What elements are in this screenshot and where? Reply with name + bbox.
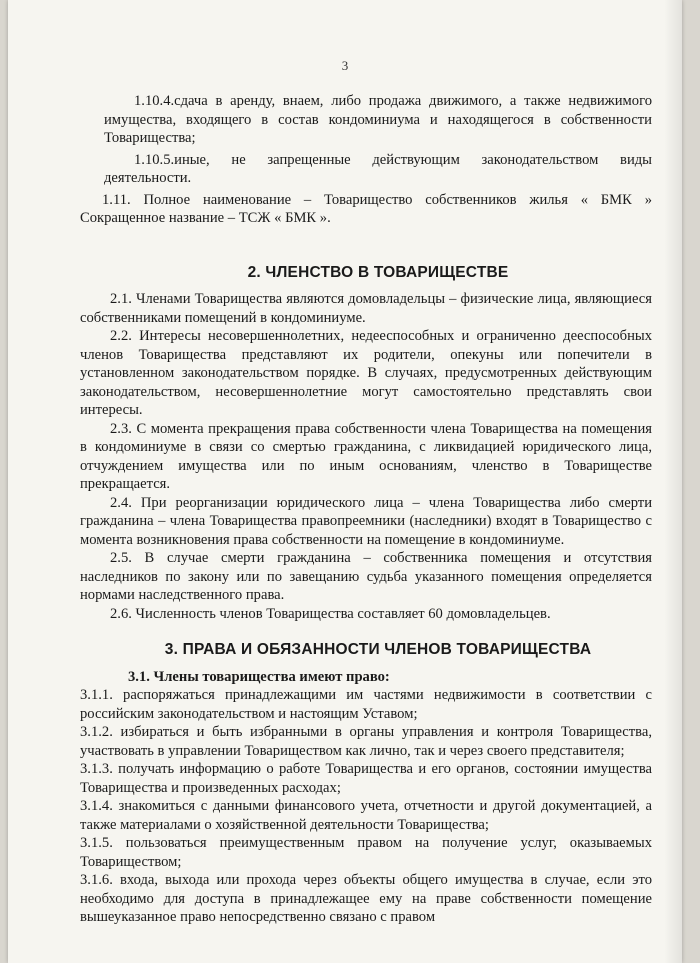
clause-3-1-2: 3.1.2. избираться и быть избранными в органы управления и контроля Товарищества, участвовать в управлении Товариществом как лично, так и через своего представителя; <box>80 724 652 759</box>
clause-2-4: 2.4. При реорганизации юридического лица – члена Товарищества либо смерти гражданина – члена Товарищества правопреемники (наследники) входят в Товарищество с момента возникновения права собственности на помещение в кондоминиуме. <box>80 494 652 548</box>
clause-1-10-5: 1.10.5.иные, не запрещенные действующим законодательством виды деятельности. <box>104 151 652 186</box>
clause-2-5: 2.5. В случае смерти гражданина – собственника помещения и отсутствия наследников по закону или по завещанию судьба указанного помещения определяется нормами наследственного права. <box>80 550 652 603</box>
clause-2-3: 2.3. С момента прекращения права собственности члена Товарищества на помещения в кондоминиуме в связи со смертью гражданина, с ликвидацией юридического лица, отчуждением имущества или по иным основаниям, членство в Товариществе прекращается. <box>80 420 652 492</box>
clause-2-2: 2.2. Интересы несовершеннолетних, недееспособных и ограниченно дееспособных членов Товарищества представляют их родители, опекуны или попечители в установленном законодательством порядке. В случаях, предусмотренных действующим законодательством, несовершеннолетние могут самостоятельно представлять свои интересы. <box>80 328 652 418</box>
page-edge-shadow <box>664 0 682 963</box>
clause-3-1-5: 3.1.5. пользоваться преимущественным правом на получение услуг, оказываемых Товариществом; <box>80 835 652 870</box>
section-2-title: 2. ЧЛЕНСТВО В ТОВАРИЩЕСТВЕ <box>247 263 509 281</box>
page-number: 3 <box>341 58 349 73</box>
clause-3-1-1: 3.1.1. распоряжаться принадлежащими им частями недвижимости в соответствии с российским законодательством и настоящим Уставом; <box>80 687 652 722</box>
clause-1-10-4: 1.10.4.сдача в аренду, внаем, либо продажа движимого, а также недвижимого имущества, входящего в состав кондоминиума и находящегося в собственности Товарищества; <box>104 93 652 146</box>
section-3-title: 3. ПРАВА И ОБЯЗАННОСТИ ЧЛЕНОВ ТОВАРИЩЕСТВА <box>164 641 592 658</box>
clause-2-6: 2.6. Численность членов Товарищества составляет 60 домовладельцев. <box>110 605 551 622</box>
document-body <box>80 92 652 927</box>
clause-3-1-6: 3.1.6. входа, выхода или прохода через объекты общего имущества в случае, если это необходимо для доступа в принадлежащее ему на праве собственности помещение вышеуказанное право непосредственно связано с правом <box>80 872 652 925</box>
clause-3-1-heading: 3.1. Члены товарищества имеют право: <box>128 668 390 685</box>
clause-3-1-3: 3.1.3. получать информацию о работе Товарищества и его органов, состоянии имущества Товарищества и произведенных расходах; <box>80 761 652 796</box>
clause-3-1-4: 3.1.4. знакомиться с данными финансового учета, отчетности и другой документацией, а также материалами о хозяйственной деятельности Товарищества; <box>80 798 652 833</box>
document-page <box>8 0 682 963</box>
clause-2-1: 2.1. Членами Товарищества являются домовладельцы – физические лица, являющиеся собственниками помещений в кондоминиуме. <box>80 291 652 326</box>
clause-1-11: 1.11. Полное наименование – Товарищество собственников жилья « БМК » Сокращенное название – ТСЖ « БМК ». <box>80 191 652 226</box>
